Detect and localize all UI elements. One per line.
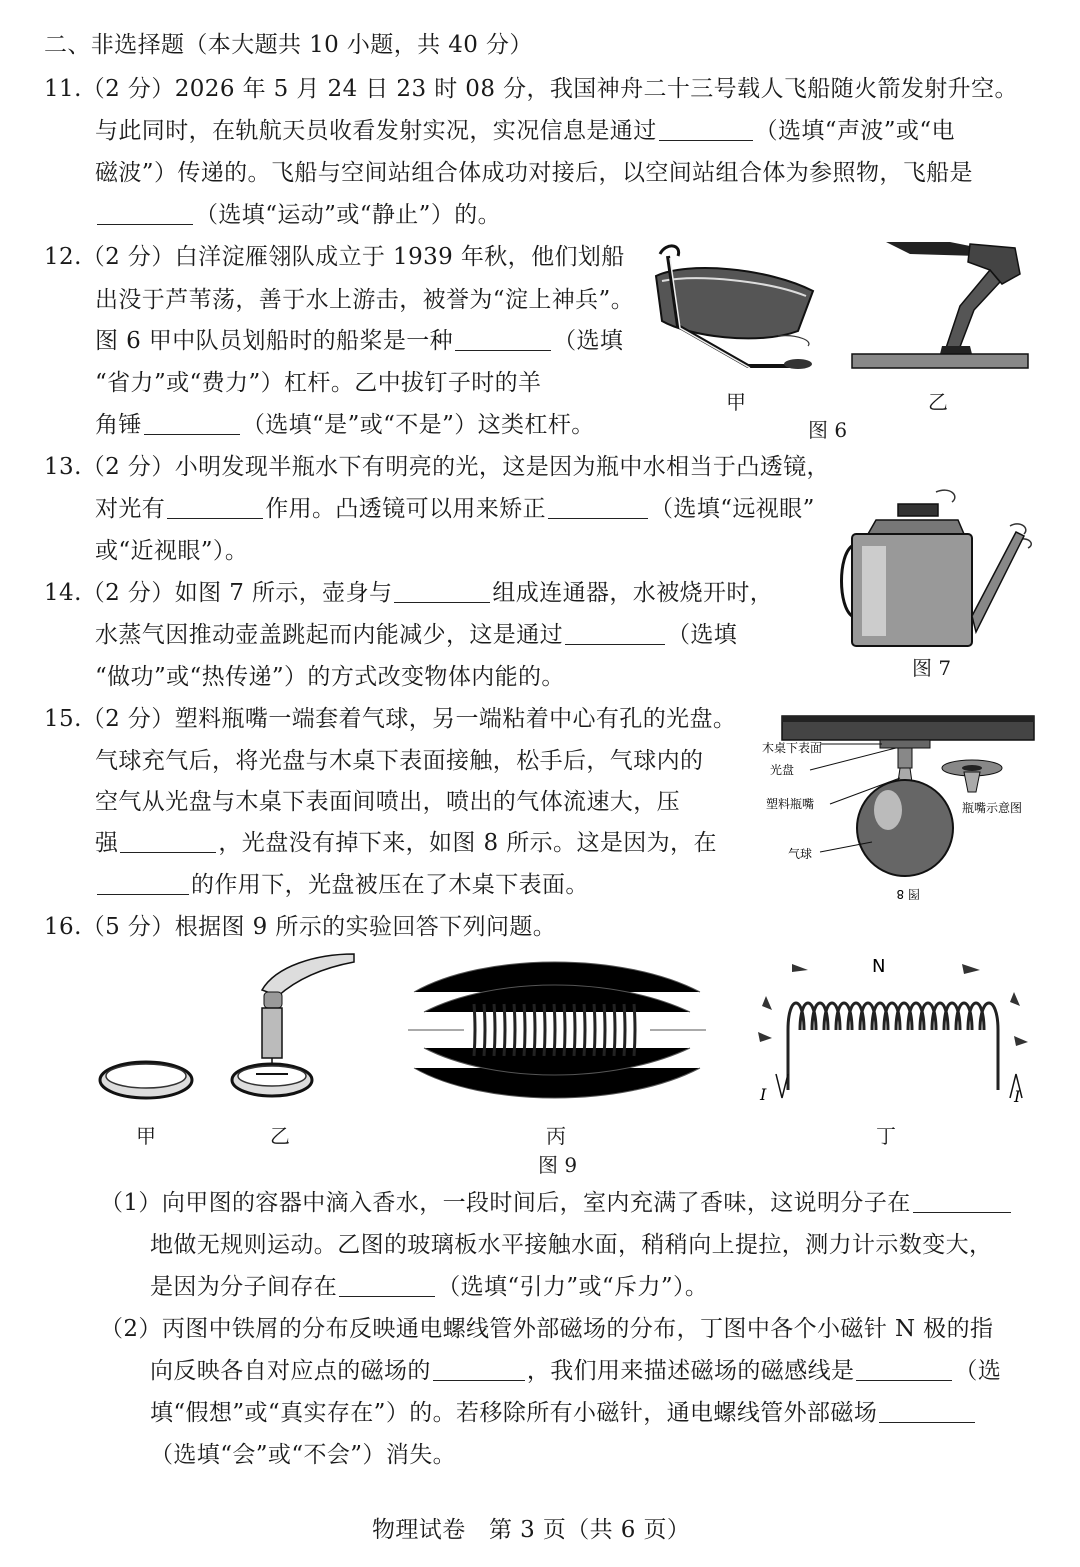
figure-9d-label: 丁 bbox=[876, 1124, 896, 1148]
figure-9d-solenoid-compasses bbox=[752, 950, 1032, 1110]
q11-text: 与此同时，在轨航天员收看发射实况，实况信息是通过 bbox=[95, 118, 657, 144]
q16-part2-line-1: （2）丙图中铁屑的分布反映通电螺线管外部磁场的分布，丁图中各个小磁针 N 极的指 bbox=[100, 1316, 994, 1342]
q14-text: 水蒸气因推动壶盖跳起而内能减少，这是通过 bbox=[95, 622, 563, 648]
q15-line-2: 气球充气后，将光盘与木桌下表面接触，松手后，气球内的 bbox=[95, 748, 704, 774]
figure-9d-north-label: N bbox=[872, 956, 886, 977]
figure-6b-claw-hammer bbox=[850, 236, 1030, 372]
page-footer: 物理试卷 第 3 页（共 6 页） bbox=[372, 1517, 691, 1543]
q16-text: 填“假想”或“真实存在”）的。若移除所有小磁针，通电螺线管外部磁场 bbox=[150, 1400, 878, 1426]
q16-part1-line-1 bbox=[100, 1188, 1013, 1218]
q12-line-3 bbox=[95, 326, 623, 356]
q16-part1-line-3 bbox=[150, 1272, 708, 1302]
q13-text: （选填“远视眼” bbox=[650, 496, 815, 522]
q16-line-1: 16.（5 分）根据图 9 所示的实验回答下列问题。 bbox=[44, 914, 557, 940]
q12-line-5 bbox=[95, 410, 595, 440]
q12-text: （选填 bbox=[553, 328, 624, 354]
q16-text: ，我们用来描述磁场的磁感线是 bbox=[526, 1358, 855, 1384]
figure-9b-label: 乙 bbox=[270, 1124, 290, 1148]
answer-blank[interactable] bbox=[144, 412, 240, 435]
q13-text: 作用。凸透镜可以用来矫正 bbox=[265, 496, 547, 522]
q12-text: 角锤 bbox=[95, 412, 142, 438]
q13-line-3: 或“近视眼”）。 bbox=[95, 538, 249, 564]
answer-blank[interactable] bbox=[856, 1358, 952, 1381]
q15-line-1: 15.（2 分）塑料瓶嘴一端套着气球，另一端粘着中心有孔的光盘。 bbox=[44, 706, 737, 732]
q15-line-4 bbox=[95, 828, 717, 858]
q15-text: 强 bbox=[95, 830, 119, 856]
q15-line-3: 空气从光盘与木桌下表面间喷出，喷出的气体流速大，压 bbox=[95, 789, 680, 815]
q14-line-1 bbox=[44, 578, 773, 608]
figure-9c-label: 丙 bbox=[546, 1124, 566, 1148]
current-label-right: I bbox=[1014, 1087, 1021, 1106]
q12-line-2: 出没于芦苇荡，善于水上游击，被誉为“淀上神兵”。 bbox=[95, 287, 635, 313]
figure-6-caption: 图 6 bbox=[808, 418, 848, 442]
figure-9a-label: 甲 bbox=[136, 1124, 156, 1148]
q11-line-2 bbox=[95, 116, 955, 146]
q12-line-4: “省力”或“费力”）杠杆。乙中拔钉子时的羊 bbox=[95, 370, 542, 396]
figure-9b-scale-dish bbox=[226, 950, 366, 1110]
figure-8-label-table: 木桌下表面 bbox=[762, 741, 823, 755]
q12-text: 图 6 甲中队员划船时的船桨是一种 bbox=[95, 328, 454, 354]
q16-text: （1）向甲图的容器中滴入香水，一段时间后，室内充满了香味，这说明分子在 bbox=[100, 1190, 911, 1216]
q11-text: （选填“声波”或“电 bbox=[754, 118, 955, 144]
figure-8-label-disc: 光盘 bbox=[770, 763, 795, 777]
q14-line-3: “做功”或“热传递”）的方式改变物体内能的。 bbox=[95, 664, 565, 690]
q16-part1-line-2: 地做无规则运动。乙图的玻璃板水平接触水面，稍稍向上提拉，测力计示数变大， bbox=[150, 1232, 993, 1258]
q12-text: （选填“是”或“不是”）这类杠杆。 bbox=[241, 412, 595, 438]
answer-blank[interactable] bbox=[548, 496, 648, 519]
q11-text: （选填“运动”或“静止”）的。 bbox=[195, 202, 502, 228]
answer-blank[interactable] bbox=[879, 1400, 975, 1423]
q16-text: （选 bbox=[954, 1358, 1002, 1384]
figure-9-caption: 图 9 bbox=[538, 1153, 578, 1177]
figure-6b-label: 乙 bbox=[928, 390, 948, 414]
answer-blank[interactable] bbox=[167, 496, 263, 519]
q13-text: 对光有 bbox=[95, 496, 166, 522]
q16-part2-line-3 bbox=[150, 1398, 977, 1428]
q16-part2-line-4: （选填“会”或“不会”）消失。 bbox=[150, 1442, 457, 1468]
q14-text: 组成连通器，水被烧开时， bbox=[492, 580, 774, 606]
answer-blank[interactable] bbox=[659, 118, 753, 141]
figure-6a-boat-oar bbox=[648, 236, 818, 376]
q16-text: （选填“引力”或“斥力”）。 bbox=[437, 1274, 709, 1300]
q13-line-2 bbox=[95, 494, 815, 524]
answer-blank[interactable] bbox=[97, 202, 193, 225]
q14-line-2 bbox=[95, 620, 737, 650]
figure-8-label-nozzle-diagram: 瓶嘴示意图 bbox=[962, 801, 1023, 815]
q15-line-5 bbox=[95, 870, 589, 900]
section-title: 二、非选择题（本大题共 10 小题，共 40 分） bbox=[44, 32, 533, 58]
current-label-left: I bbox=[760, 1085, 767, 1104]
answer-blank[interactable] bbox=[565, 622, 665, 645]
answer-blank[interactable] bbox=[120, 830, 216, 853]
figure-7-caption: 图 7 bbox=[912, 656, 952, 680]
answer-blank[interactable] bbox=[455, 328, 551, 351]
figure-9c-solenoid-filings bbox=[404, 952, 710, 1108]
figure-8-caption: 图 8 bbox=[896, 887, 920, 901]
q11-line-4 bbox=[95, 200, 501, 230]
answer-blank[interactable] bbox=[339, 1274, 435, 1297]
figure-8-label-balloon: 气球 bbox=[788, 847, 813, 861]
q13-line-1: 13.（2 分）小明发现半瓶水下有明亮的光，这是因为瓶中水相当于凸透镜， bbox=[44, 454, 830, 480]
figure-6a-label: 甲 bbox=[726, 390, 746, 414]
figure-9a-dish bbox=[96, 1050, 196, 1110]
answer-blank[interactable] bbox=[433, 1358, 525, 1381]
q12-line-1: 12.（2 分）白洋淀雁翎队成立于 1939 年秋，他们划船 bbox=[44, 244, 625, 270]
answer-blank[interactable] bbox=[97, 872, 189, 895]
figure-7-kettle bbox=[840, 486, 1040, 654]
q16-text: 是因为分子间存在 bbox=[150, 1274, 338, 1300]
q15-text: ，光盘没有掉下来，如图 8 所示。这是因为，在 bbox=[218, 830, 717, 856]
q11-line-1: 11.（2 分）2026 年 5 月 24 日 23 时 08 分，我国神舟二十三号载人飞船随火箭发射升空。 bbox=[44, 76, 1018, 102]
q15-text: 的作用下，光盘被压在了木桌下表面。 bbox=[191, 872, 589, 898]
answer-blank[interactable] bbox=[913, 1190, 1011, 1213]
figure-8-balloon-disc bbox=[760, 712, 1038, 908]
figure-8-label-nozzle: 塑料瓶嘴 bbox=[766, 797, 815, 811]
q11-line-3: 磁波”）传递的。飞船与空间站组合体成功对接后，以空间站组合体为参照物，飞船是 bbox=[95, 160, 973, 186]
q14-text: （选填 bbox=[667, 622, 738, 648]
answer-blank[interactable] bbox=[394, 580, 490, 603]
q16-text: 向反映各自对应点的磁场的 bbox=[150, 1358, 431, 1384]
q16-part2-line-2 bbox=[150, 1356, 1001, 1386]
q14-text: 14.（2 分）如图 7 所示，壶身与 bbox=[44, 580, 393, 606]
